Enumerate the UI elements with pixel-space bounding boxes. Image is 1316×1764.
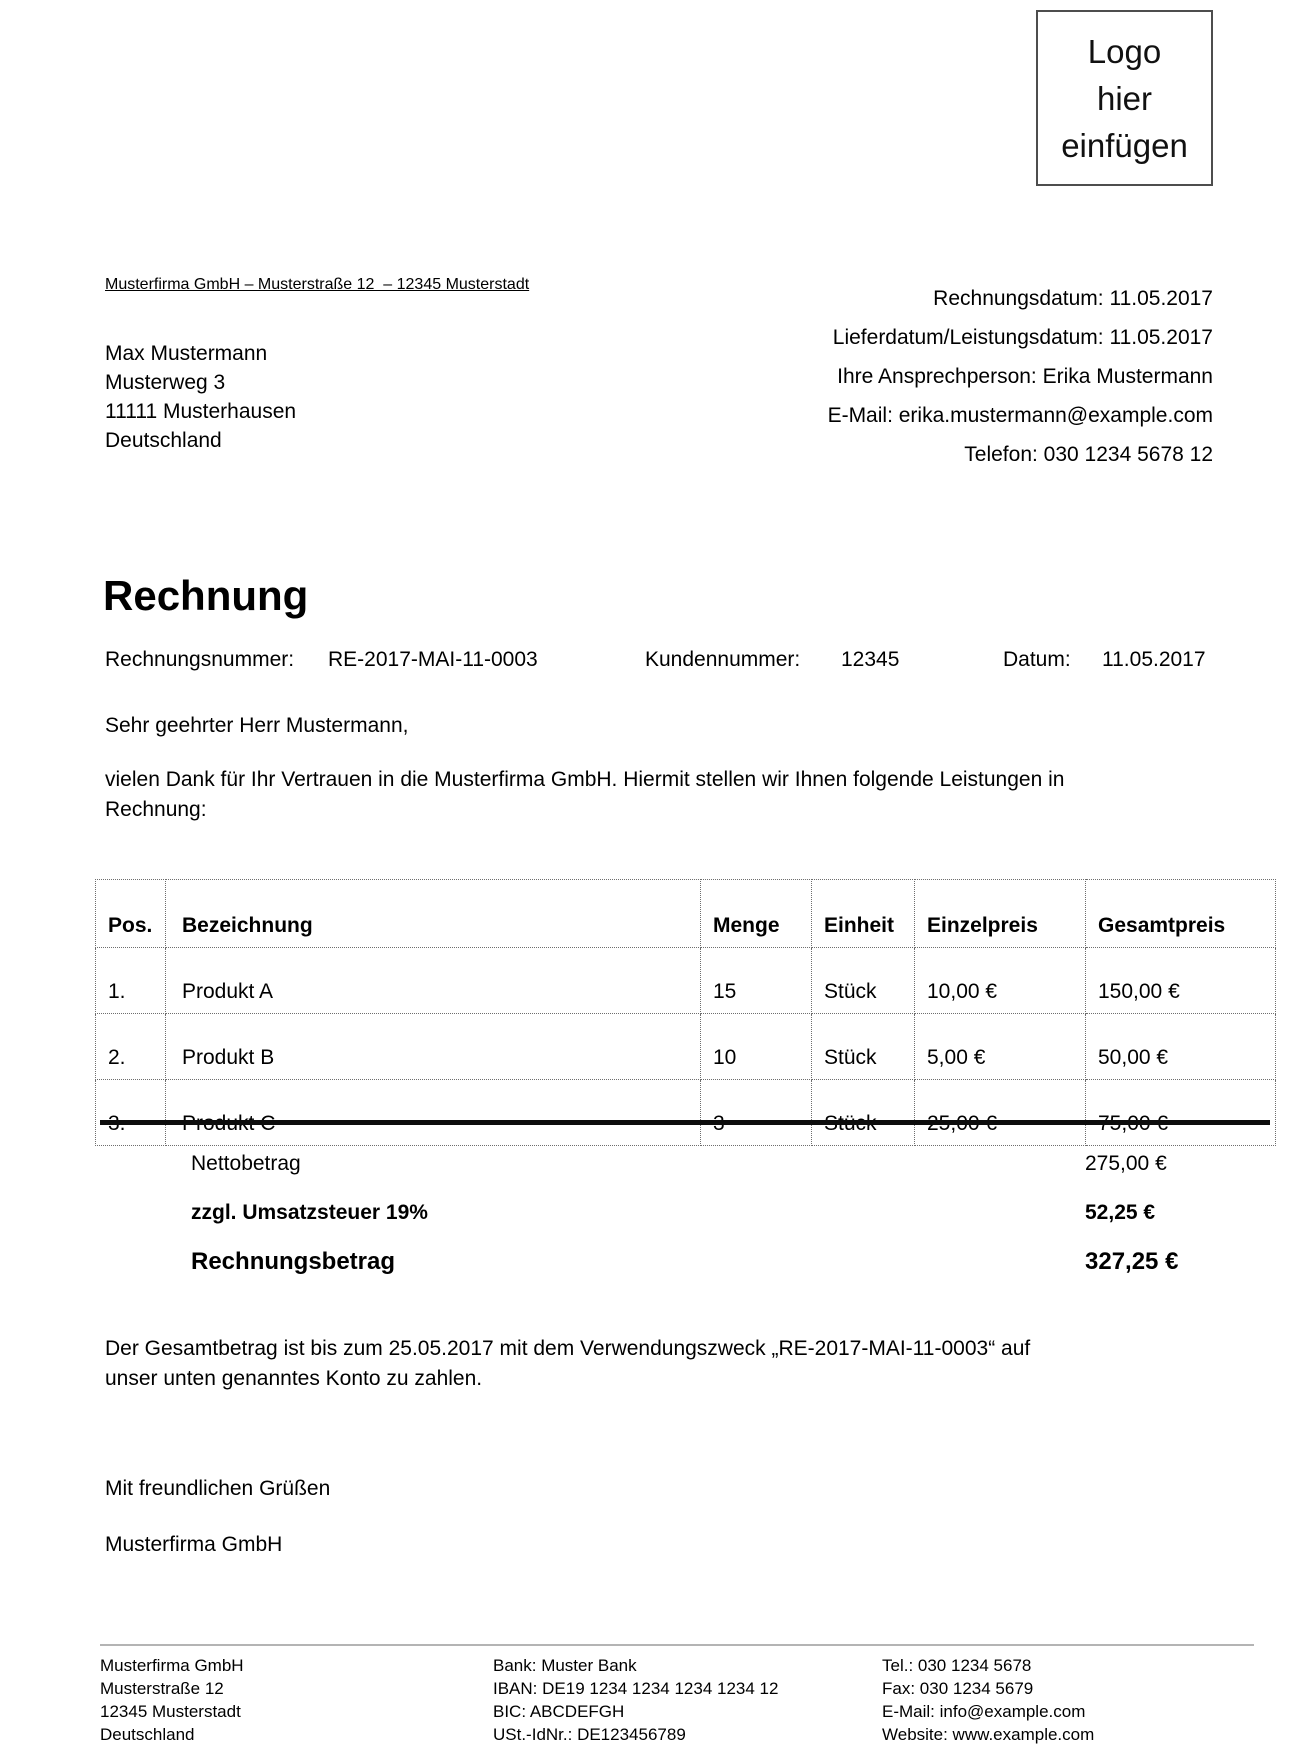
cell-menge: 15 bbox=[701, 948, 812, 1014]
salutation: Sehr geehrter Herr Mustermann, bbox=[105, 714, 409, 737]
delivery-date-line: Lieferdatum/Leistungsdatum: 11.05.2017 bbox=[832, 326, 1213, 349]
customer-number-label: Kundennummer: bbox=[645, 648, 801, 671]
invoice-total-value: 327,25 € bbox=[1085, 1248, 1179, 1275]
col-header-gesamtpreis: Gesamtpreis bbox=[1086, 880, 1276, 948]
contact-person-line: Ihre Ansprechperson: Erika Mustermann bbox=[837, 365, 1213, 388]
payment-terms-line: unser unten genanntes Konto zu zahlen. bbox=[105, 1367, 483, 1390]
cell-einzelpreis: 10,00 € bbox=[915, 948, 1086, 1014]
intro-paragraph bbox=[105, 765, 1064, 825]
footer-phone: Tel.: 030 1234 5678 bbox=[882, 1656, 1032, 1675]
recipient-street: Musterweg 3 bbox=[105, 371, 226, 394]
invoice-info-block bbox=[828, 279, 1213, 474]
table-row bbox=[96, 948, 1276, 1014]
cell-bezeichnung: Produkt A bbox=[166, 948, 701, 1014]
footer-website: Website: www.example.com bbox=[882, 1725, 1095, 1744]
cell-einheit: Stück bbox=[812, 948, 915, 1014]
footer-company-address bbox=[100, 1654, 244, 1746]
payment-terms-line: Der Gesamtbetrag ist bis zum 25.05.2017 mit dem Verwendungszweck „RE-2017-MAI-11-0003“ auf bbox=[105, 1337, 1031, 1360]
footer-fax: Fax: 030 1234 5679 bbox=[882, 1679, 1034, 1698]
footer-bank-details bbox=[493, 1654, 778, 1746]
recipient-address-block bbox=[105, 339, 296, 455]
invoice-total-label: Rechnungsbetrag bbox=[191, 1248, 396, 1275]
net-amount-row bbox=[105, 1152, 1265, 1176]
cell-einheit bbox=[812, 1080, 915, 1146]
footer-divider-rule bbox=[100, 1644, 1254, 1646]
cell-pos bbox=[96, 1080, 166, 1146]
vat-value: 52,25 € bbox=[1085, 1201, 1156, 1224]
footer-bic: BIC: ABCDEFGH bbox=[493, 1702, 625, 1721]
cell-pos: 2. bbox=[96, 1014, 166, 1080]
cell-einzelpreis bbox=[915, 1080, 1086, 1146]
recipient-country: Deutschland bbox=[105, 429, 222, 452]
footer-vat-id: USt.-IdNr.: DE123456789 bbox=[493, 1725, 686, 1744]
closing-regards: Mit freundlichen Grüßen bbox=[105, 1477, 331, 1500]
col-header-menge: Menge bbox=[701, 880, 812, 948]
logo-text-line: hier bbox=[1096, 79, 1153, 117]
recipient-name: Max Mustermann bbox=[105, 342, 268, 365]
table-row bbox=[96, 1014, 1276, 1080]
invoice-number-value: RE-2017-MAI-11-0003 bbox=[328, 648, 538, 671]
footer-company-country: Deutschland bbox=[100, 1725, 195, 1744]
contact-email-line: E-Mail: erika.mustermann@example.com bbox=[827, 404, 1213, 427]
footer-iban: IBAN: DE19 1234 1234 1234 1234 12 bbox=[493, 1679, 779, 1698]
col-header-bezeichnung: Bezeichnung bbox=[166, 880, 701, 948]
cell-pos: 1. bbox=[96, 948, 166, 1014]
contact-phone-line: Telefon: 030 1234 5678 12 bbox=[964, 443, 1213, 466]
cell-einzelpreis: 5,00 € bbox=[915, 1014, 1086, 1080]
cell-bezeichnung bbox=[166, 1080, 701, 1146]
logo-text-line: einfügen bbox=[1061, 126, 1188, 164]
cell-gesamtpreis: 50,00 € bbox=[1086, 1014, 1276, 1080]
vat-label: zzgl. Umsatzsteuer 19% bbox=[191, 1201, 428, 1224]
cell-einheit: Stück bbox=[812, 1014, 915, 1080]
line-items-table bbox=[95, 879, 1276, 1146]
vat-row bbox=[105, 1201, 1265, 1225]
net-amount-value: 275,00 € bbox=[1085, 1152, 1167, 1175]
payment-terms-paragraph bbox=[105, 1334, 1030, 1394]
date-value: 11.05.2017 bbox=[1102, 648, 1206, 671]
customer-number-value: 12345 bbox=[841, 648, 900, 671]
invoice-number-label: Rechnungsnummer: bbox=[105, 648, 295, 671]
footer-contact-details bbox=[882, 1654, 1094, 1746]
col-header-einheit: Einheit bbox=[812, 880, 915, 948]
totals-divider-rule bbox=[100, 1120, 1270, 1125]
invoice-meta-row bbox=[105, 648, 1255, 674]
recipient-city: 11111 Musterhausen bbox=[105, 400, 297, 423]
cell-gesamtpreis bbox=[1086, 1080, 1276, 1146]
footer-company-city: 12345 Musterstadt bbox=[100, 1702, 241, 1721]
footer-company-name: Musterfirma GmbH bbox=[100, 1656, 244, 1675]
table-row bbox=[96, 1080, 1276, 1146]
logo-text-line: Logo bbox=[1087, 32, 1162, 70]
page-title: Rechnung bbox=[103, 572, 309, 619]
invoice-date-line: Rechnungsdatum: 11.05.2017 bbox=[933, 287, 1213, 310]
logo-placeholder-box bbox=[1036, 10, 1213, 186]
line-items-table-wrap bbox=[95, 879, 1276, 1146]
invoice-total-row bbox=[105, 1248, 1265, 1276]
date-label: Datum: bbox=[1003, 648, 1071, 671]
footer-email: E-Mail: info@example.com bbox=[882, 1702, 1086, 1721]
net-amount-label: Nettobetrag bbox=[191, 1152, 301, 1175]
intro-line: Rechnung: bbox=[105, 798, 207, 821]
col-header-pos: Pos. bbox=[96, 880, 166, 948]
closing-company-name: Musterfirma GmbH bbox=[105, 1533, 283, 1556]
cell-menge bbox=[701, 1080, 812, 1146]
sender-return-address: Musterfirma GmbH – Musterstraße 12 – 12345 Musterstadt bbox=[105, 276, 530, 293]
footer-company-street: Musterstraße 12 bbox=[100, 1679, 224, 1698]
table-header-row bbox=[96, 880, 1276, 948]
cell-bezeichnung: Produkt B bbox=[166, 1014, 701, 1080]
intro-line: vielen Dank für Ihr Vertrauen in die Musterfirma GmbH. Hiermit stellen wir Ihnen folgende Leistungen in bbox=[105, 768, 1065, 791]
cell-gesamtpreis: 150,00 € bbox=[1086, 948, 1276, 1014]
footer-bank-name: Bank: Muster Bank bbox=[493, 1656, 637, 1675]
col-header-einzelpreis: Einzelpreis bbox=[915, 880, 1086, 948]
cell-menge: 10 bbox=[701, 1014, 812, 1080]
